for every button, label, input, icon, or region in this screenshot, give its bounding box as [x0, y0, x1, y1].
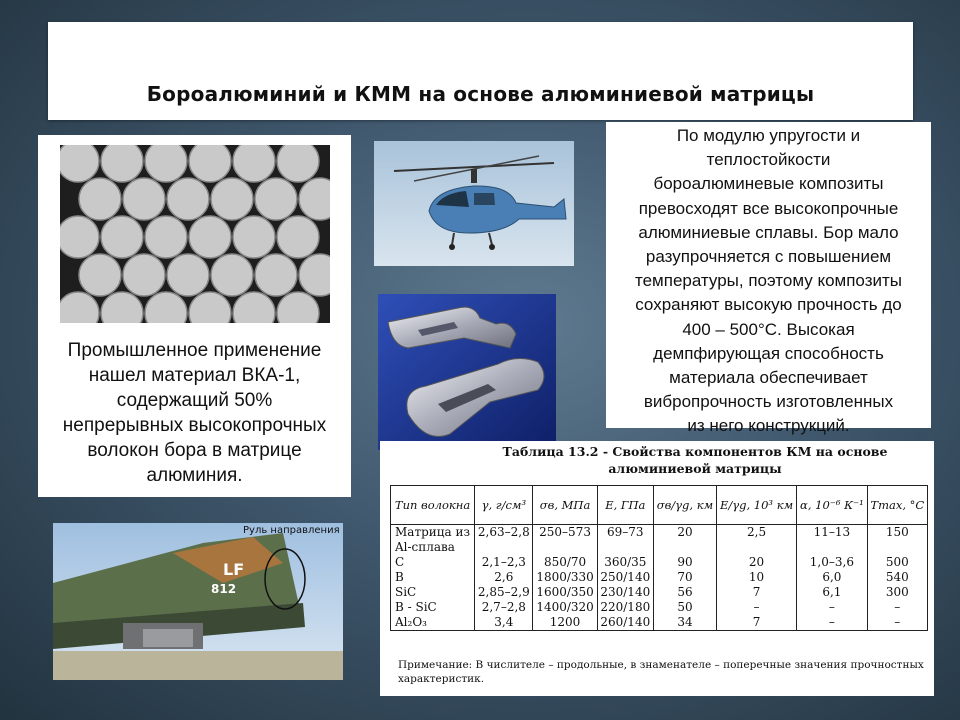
table-cell: Al-сплава	[391, 540, 475, 555]
right-text-line: превосходят все высокопрочные	[638, 198, 899, 218]
boron-fiber	[145, 145, 187, 182]
table-cell: 2,63–2,8	[475, 525, 533, 541]
left-text-line: Промышленное применение	[67, 340, 322, 361]
table-cell: 1200	[533, 615, 597, 631]
boron-fiber	[79, 254, 121, 296]
metal-part-photo	[378, 294, 556, 450]
slide-title: Бороалюминий и КММ на основе алюминиевой матрицы	[146, 82, 815, 106]
table-cell: 850/70	[533, 555, 597, 570]
table-caption-line: алюминиевой матрицы	[608, 461, 782, 476]
boron-fiber	[145, 216, 187, 258]
table-cell: 7	[716, 615, 796, 631]
right-text-line: теплостойкости	[706, 150, 831, 170]
title-box	[48, 22, 913, 120]
table-header: Тип волокна	[391, 486, 475, 525]
table-cell: 500	[867, 555, 927, 570]
table-cell: 2,5	[716, 525, 796, 541]
right-text-line: сохраняют высокую прочность до	[635, 295, 902, 315]
table-header: γ, г/см³	[475, 486, 533, 525]
boron-fiber	[211, 254, 253, 296]
boron-fiber	[233, 216, 275, 258]
table-cell	[653, 540, 716, 555]
table-cell: 7	[716, 585, 796, 600]
table-cell: 260/140	[597, 615, 653, 631]
table-caption	[465, 443, 925, 477]
table-cell: 300	[867, 585, 927, 600]
table-cell	[533, 540, 597, 555]
table-cell: 250/140	[597, 570, 653, 585]
table-cell: –	[797, 615, 867, 631]
right-text-line: 400 – 500°С. Высокая	[682, 319, 855, 339]
boron-fiber	[277, 145, 319, 182]
table-cell: 230/140	[597, 585, 653, 600]
boron-fiber	[255, 254, 297, 296]
left-text-line: содержащий 50%	[116, 390, 273, 411]
table-cell: 1,0–3,6	[797, 555, 867, 570]
jet-tail-photo	[53, 523, 343, 680]
table-cell: 1800/330	[533, 570, 597, 585]
table-cell	[797, 540, 867, 555]
table-cell: Матрица из	[391, 525, 475, 541]
table-cell: 6,0	[797, 570, 867, 585]
table-row	[391, 540, 928, 555]
table-header: α, 10⁻⁶ К⁻¹	[797, 486, 867, 525]
right-text-line: температуры, поэтому композиты	[635, 271, 902, 291]
table-cell: –	[797, 600, 867, 615]
boron-fiber	[60, 216, 99, 258]
table-row	[391, 555, 928, 570]
table-header: E/γg, 10³ км	[716, 486, 796, 525]
boron-fiber	[101, 145, 143, 182]
table-cell: 250–573	[533, 525, 597, 541]
table-cell: B	[391, 570, 475, 585]
right-text-line: вибропрочность изготовленных	[643, 392, 894, 412]
properties-table-panel	[380, 441, 934, 696]
table-cell: 1600/350	[533, 585, 597, 600]
left-text-line: непрерывных высокопрочных	[62, 415, 327, 436]
left-text-line: волокон бора в матрице	[87, 440, 302, 461]
table-cell: SiC	[391, 585, 475, 600]
boron-fiber	[189, 216, 231, 258]
jet-label: Руль направления	[243, 525, 340, 536]
table-cell	[475, 540, 533, 555]
left-text-line: алюминия.	[146, 465, 243, 486]
right-text	[606, 124, 931, 439]
helicopter-photo	[374, 141, 574, 266]
table-note: Примечание: В числителе – продольные, в знаменателе – поперечные значения прочностных характеристик.	[398, 659, 924, 685]
table-cell	[867, 540, 927, 555]
table-row	[391, 525, 928, 541]
boron-fiber	[211, 178, 253, 220]
table-cell: B - SiC	[391, 600, 475, 615]
table-cell: 2,6	[475, 570, 533, 585]
table-row	[391, 600, 928, 615]
boron-fiber	[101, 216, 143, 258]
table-cell: –	[867, 615, 927, 631]
table-caption-line: Таблица 13.2 - Свойства компонентов КМ на основе	[502, 444, 888, 459]
table-cell: 150	[867, 525, 927, 541]
table-cell: 2,1–2,3	[475, 555, 533, 570]
right-text-line: материала обеспечивает	[669, 368, 868, 388]
table-cell: 34	[653, 615, 716, 631]
table-cell: 3,4	[475, 615, 533, 631]
table-cell: 69–73	[597, 525, 653, 541]
right-text-line: бороалюминевые композиты	[653, 174, 884, 194]
boron-fiber	[60, 145, 99, 182]
table-cell: 70	[653, 570, 716, 585]
boron-fiber	[167, 254, 209, 296]
table-cell: 360/35	[597, 555, 653, 570]
right-text-line: разупрочняется с повышением	[645, 247, 892, 267]
boron-fiber	[79, 178, 121, 220]
table-cell: 20	[653, 525, 716, 541]
jet-tail-code: LF	[223, 560, 245, 579]
boron-fiber	[123, 178, 165, 220]
table-cell	[597, 540, 653, 555]
table-cell: Al₂O₃	[391, 615, 475, 631]
table-cell	[716, 540, 796, 555]
boron-fiber	[189, 145, 231, 182]
table-cell: 90	[653, 555, 716, 570]
table-row	[391, 615, 928, 631]
table-cell: 50	[653, 600, 716, 615]
right-text-line: алюминиевые сплавы. Бор мало	[638, 222, 899, 242]
boron-fiber	[123, 254, 165, 296]
table-cell: 11–13	[797, 525, 867, 541]
table-body	[391, 525, 928, 631]
jet-serial: 812	[211, 582, 237, 596]
left-text-line: нашел материал ВКА-1,	[88, 365, 301, 386]
table-cell: 2,85–2,9	[475, 585, 533, 600]
table-header: Tmax, °С	[867, 486, 927, 525]
table-cell: 20	[716, 555, 796, 570]
table-cell: 10	[716, 570, 796, 585]
table-cell: –	[867, 600, 927, 615]
boron-fiber	[277, 216, 319, 258]
table-cell: 540	[867, 570, 927, 585]
table-header: E, ГПа	[597, 486, 653, 525]
table-cell: 56	[653, 585, 716, 600]
table-cell: 1400/320	[533, 600, 597, 615]
right-text-panel	[606, 122, 931, 436]
properties-table	[390, 485, 928, 631]
left-text	[38, 338, 351, 488]
table-cell: C	[391, 555, 475, 570]
table-cell: 6,1	[797, 585, 867, 600]
table-header: σв/γg, км	[653, 486, 716, 525]
table-header: σв, МПа	[533, 486, 597, 525]
right-text-line: из него конструкций.	[687, 416, 850, 436]
right-text-line: демпфирующая способность	[653, 343, 884, 363]
table-cell: –	[716, 600, 796, 615]
microstructure-photo	[60, 145, 330, 323]
boron-fiber	[233, 145, 275, 182]
table-header-row	[391, 486, 928, 525]
table-row	[391, 570, 928, 585]
table-cell: 220/180	[597, 600, 653, 615]
table-row	[391, 585, 928, 600]
right-text-line: По модулю упругости и	[676, 126, 861, 145]
boron-fiber	[255, 178, 297, 220]
table-cell: 2,7–2,8	[475, 600, 533, 615]
boron-fiber	[167, 178, 209, 220]
